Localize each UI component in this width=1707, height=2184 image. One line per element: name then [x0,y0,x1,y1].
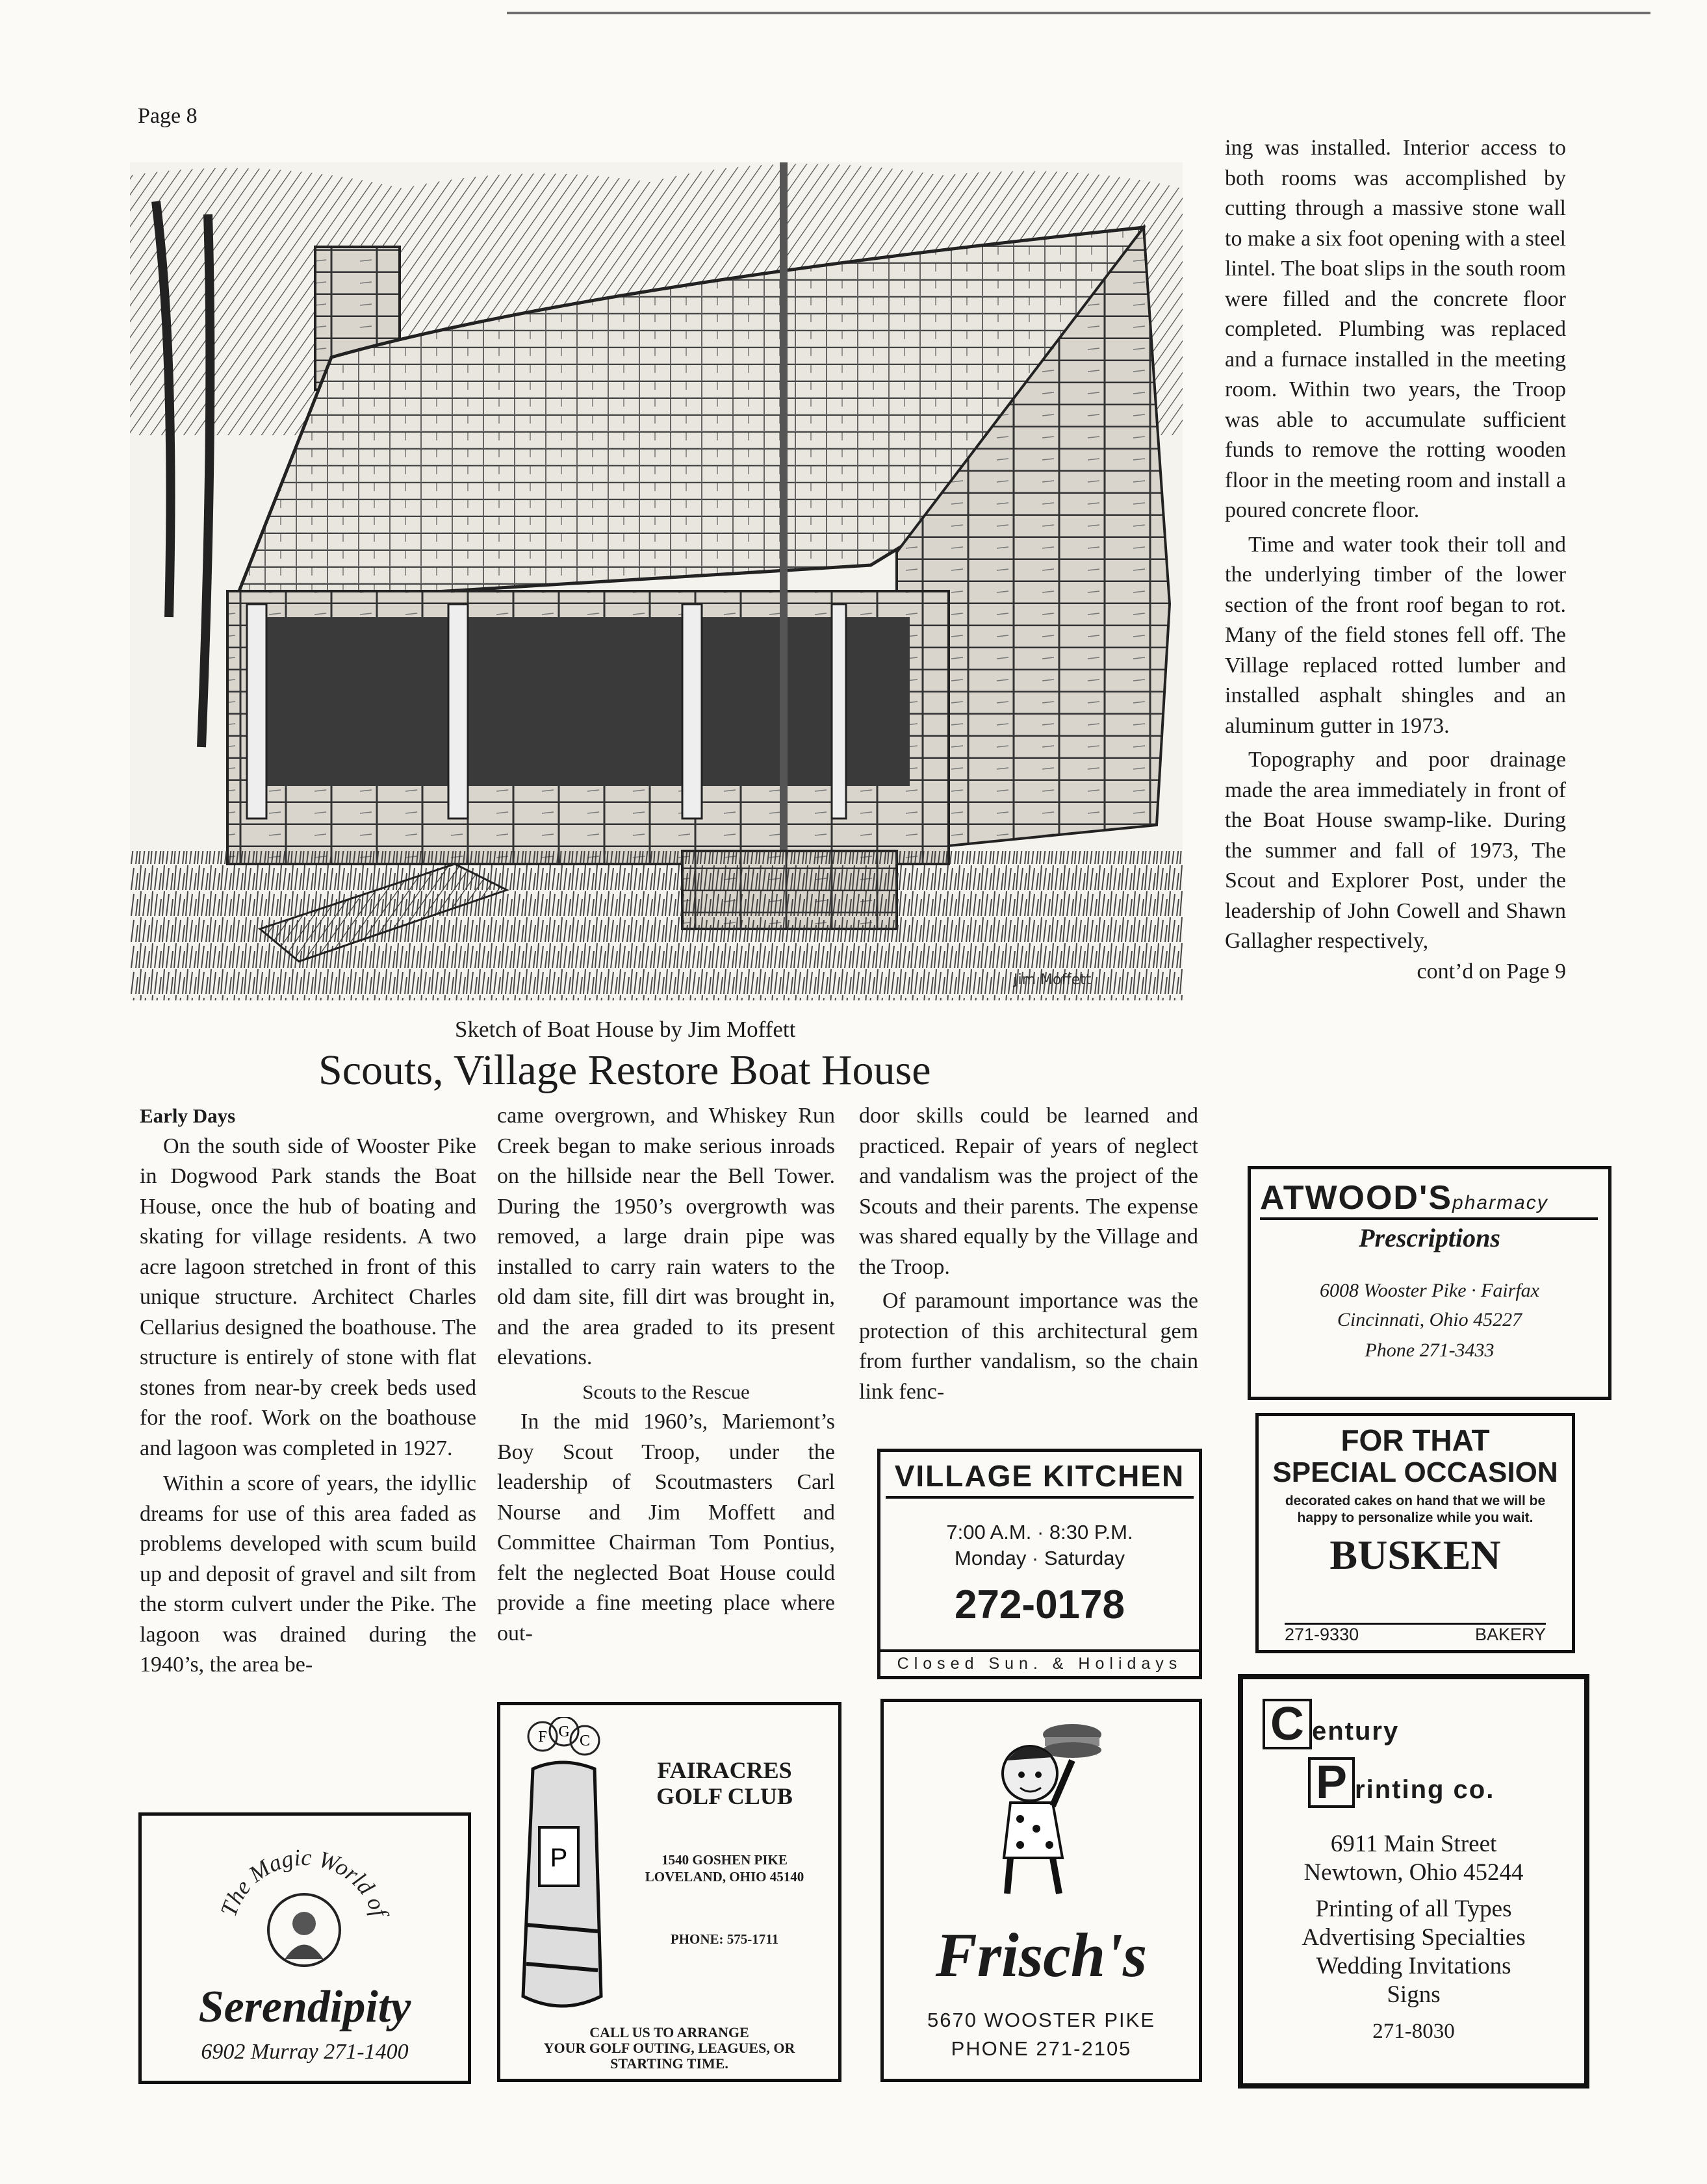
village-kitchen-hours: 7:00 A.M. · 8:30 P.M. [946,1521,1133,1543]
paragraph: came overgrown, and Whiskey Run Creek began to make serious inroads on the hillside near the Bell Tower. During the 1950’s overgrowth was removed, a large drain pipe was installed to carry rain waters to the old dam site, fill dirt was brought in, and the area graded to its present elevations. [497,1104,835,1369]
frischs-address: 5670 WOOSTER PIKE [927,2009,1155,2031]
boat-house-sketch [130,162,1183,1000]
svg-text:C: C [579,1733,591,1749]
atwood-name: ATWOOD'S [1260,1179,1453,1217]
svg-text:F: F [538,1729,547,1746]
fairacres-golf-ad [497,1702,841,2082]
golf-bag-icon [513,1717,611,2022]
busken-name: BUSKEN [1329,1532,1501,1578]
serendipity-footer: 6902 Murray 271-1400 [201,2040,409,2064]
century-c-letter: C [1263,1699,1312,1749]
subhead-early-days: Early Days [140,1104,236,1127]
paragraph: Time and water took their toll and the underlying timber of the lower section of the front roof began to rot. Many of the field stones fell off. The Village replaced rotted lumber and installed asphalt shingles and an aluminum gutter in 1973. [1225,532,1566,738]
svg-text:G: G [558,1723,570,1740]
article-column-2 [497,1101,835,1649]
article-column-3 [859,1101,1198,1407]
century-service-2: Advertising Specialties [1302,1924,1526,1951]
paragraph: Topography and poor drainage made the area immediately in front of the Boat House swamp-like. During the summer and fall of 1973, The Scout and Explorer Post, under the leadership of John Cowell and Shawn Gallagher respectively, [1225,748,1566,953]
busken-line-2: SPECIAL OCCASION [1272,1456,1558,1488]
atwood-pharmacy: pharmacy [1452,1192,1548,1213]
paragraph: Within a score of years, the idyllic dreams for use of this area faded as problems developed with scum build up and deposit of gravel and silt from the storm culvert under the Pike. The lagoon was drained during the 1940’s, the area be- [140,1471,476,1677]
village-kitchen-phone: 272-0178 [954,1582,1125,1627]
article-column-1 [140,1101,476,1681]
atwood-pharmacy-ad [1248,1166,1611,1400]
fairacres-address-1: 1540 GOSHEN PIKE [661,1852,788,1868]
svg-text:P: P [550,1844,568,1872]
village-kitchen-closed: Closed Sun. & Holidays [880,1649,1199,1676]
fairacres-cta-3: STARTING TIME. [610,2055,728,2072]
continued-note: cont’d on Page 9 [1417,959,1566,984]
sketch-signature: Jim Moffett [1014,972,1092,988]
village-kitchen-days: Monday · Saturday [955,1547,1125,1569]
century-rinting: rinting co. [1355,1775,1495,1804]
fairacres-cta-1: CALL US TO ARRANGE [589,2024,749,2040]
busken-bakery-ad [1255,1413,1575,1653]
century-phone: 271-8030 [1372,2020,1455,2043]
fairacres-name-2: GOLF CLUB [656,1783,793,1809]
paragraph: Of paramount importance was the protection of this architectural gem from further vandalism, so the chain link fenc- [859,1289,1198,1404]
fairacres-phone: PHONE: 575-1711 [670,1931,779,1947]
paragraph: In the mid 1960’s, Mariemont’s Boy Scout Troop, under the leadership of Scoutmasters Carl Nourse and Jim Moffett and Committee Chairman Tom Pontius, felt the neglected Boat House could provide a fine meeting place where out- [497,1410,835,1645]
frischs-logo: Frisch's [935,1920,1148,1990]
serendipity-emblem [207,1826,402,1969]
paragraph: ing was installed. Interior access to both rooms was accomplished by cutting through a massive stone wall to make a six foot opening with a steel lintel. The boat slips in the south room were filled and the concrete floor completed. Plumbing was replaced and a furnace installed in the meeting room. Within two years, the Troop was able to accumulate sufficient funds to remove the rotting wooden floor in the meeting room and install a poured concrete floor. [1225,136,1566,522]
article-column-4 [1225,133,1566,987]
top-rule [507,12,1650,14]
atwood-address-1: 6008 Wooster Pike · Fairfax [1319,1280,1539,1301]
big-boy-mascot-icon [988,1715,1105,1903]
busken-bakery-label: BAKERY [1474,1625,1546,1644]
fairacres-cta-2: YOUR GOLF OUTING, LEAGUES, OR [543,2040,795,2056]
atwood-address-2: Cincinnati, Ohio 45227 [1337,1309,1522,1330]
century-address-2: Newtown, Ohio 45244 [1303,1859,1524,1886]
century-service-1: Printing of all Types [1315,1896,1512,1922]
village-kitchen-ad [877,1449,1202,1679]
page-number: Page 8 [138,104,198,128]
fairacres-address-2: LOVELAND, OHIO 45140 [645,1869,804,1885]
serendipity-arc-text: The Magic World of [215,1844,393,1920]
century-entury: entury [1312,1717,1400,1746]
subhead-scouts-rescue: Scouts to the Rescue [582,1380,750,1403]
century-p-letter: P [1308,1757,1355,1808]
serendipity-ad [138,1812,471,2084]
century-service-4: Signs [1387,1981,1441,2008]
busken-line-1: FOR THAT [1341,1423,1490,1457]
paragraph: door skills could be learned and practiced. Repair of years of neglect and vandalism was the project of the Scouts and their parents. The expense was shared equally by the Village and the Troop. [859,1104,1198,1279]
serendipity-name: Serendipity [198,1982,411,2032]
century-address-1: 6911 Main Street [1330,1831,1497,1857]
article-headline: Scouts, Village Restore Boat House [318,1047,931,1094]
atwood-script: Prescriptions [1359,1223,1500,1252]
century-service-3: Wedding Invitations [1316,1953,1511,1979]
paragraph: On the south side of Wooster Pike in Dogwood Park stands the Boat House, once the hub of boating and skating for village residents. A two acre lagoon stretched in front of this unique structure. Architect Charles Cellarius designed the boathouse. The structure is entirely of stone with flat stones from near-by creek beds used for the roof. Work on the boathouse and lagoon was completed in 1927. [140,1134,476,1460]
sketch-caption: Sketch of Boat House by Jim Moffett [455,1017,796,1042]
busken-body: decorated cakes on hand that we will be happy to personalize while you wait. [1285,1493,1546,1525]
svg-text:The Magic World of [215,1844,394,1923]
village-kitchen-name: VILLAGE KITCHEN [886,1458,1194,1499]
century-printing-ad [1238,1674,1589,2089]
busken-phone: 271-9330 [1285,1625,1359,1644]
atwood-phone: Phone 271-3433 [1365,1340,1495,1361]
fairacres-name-1: FAIRACRES [657,1757,792,1783]
frischs-ad [880,1699,1202,2082]
frischs-phone: PHONE 271-2105 [951,2037,1132,2060]
